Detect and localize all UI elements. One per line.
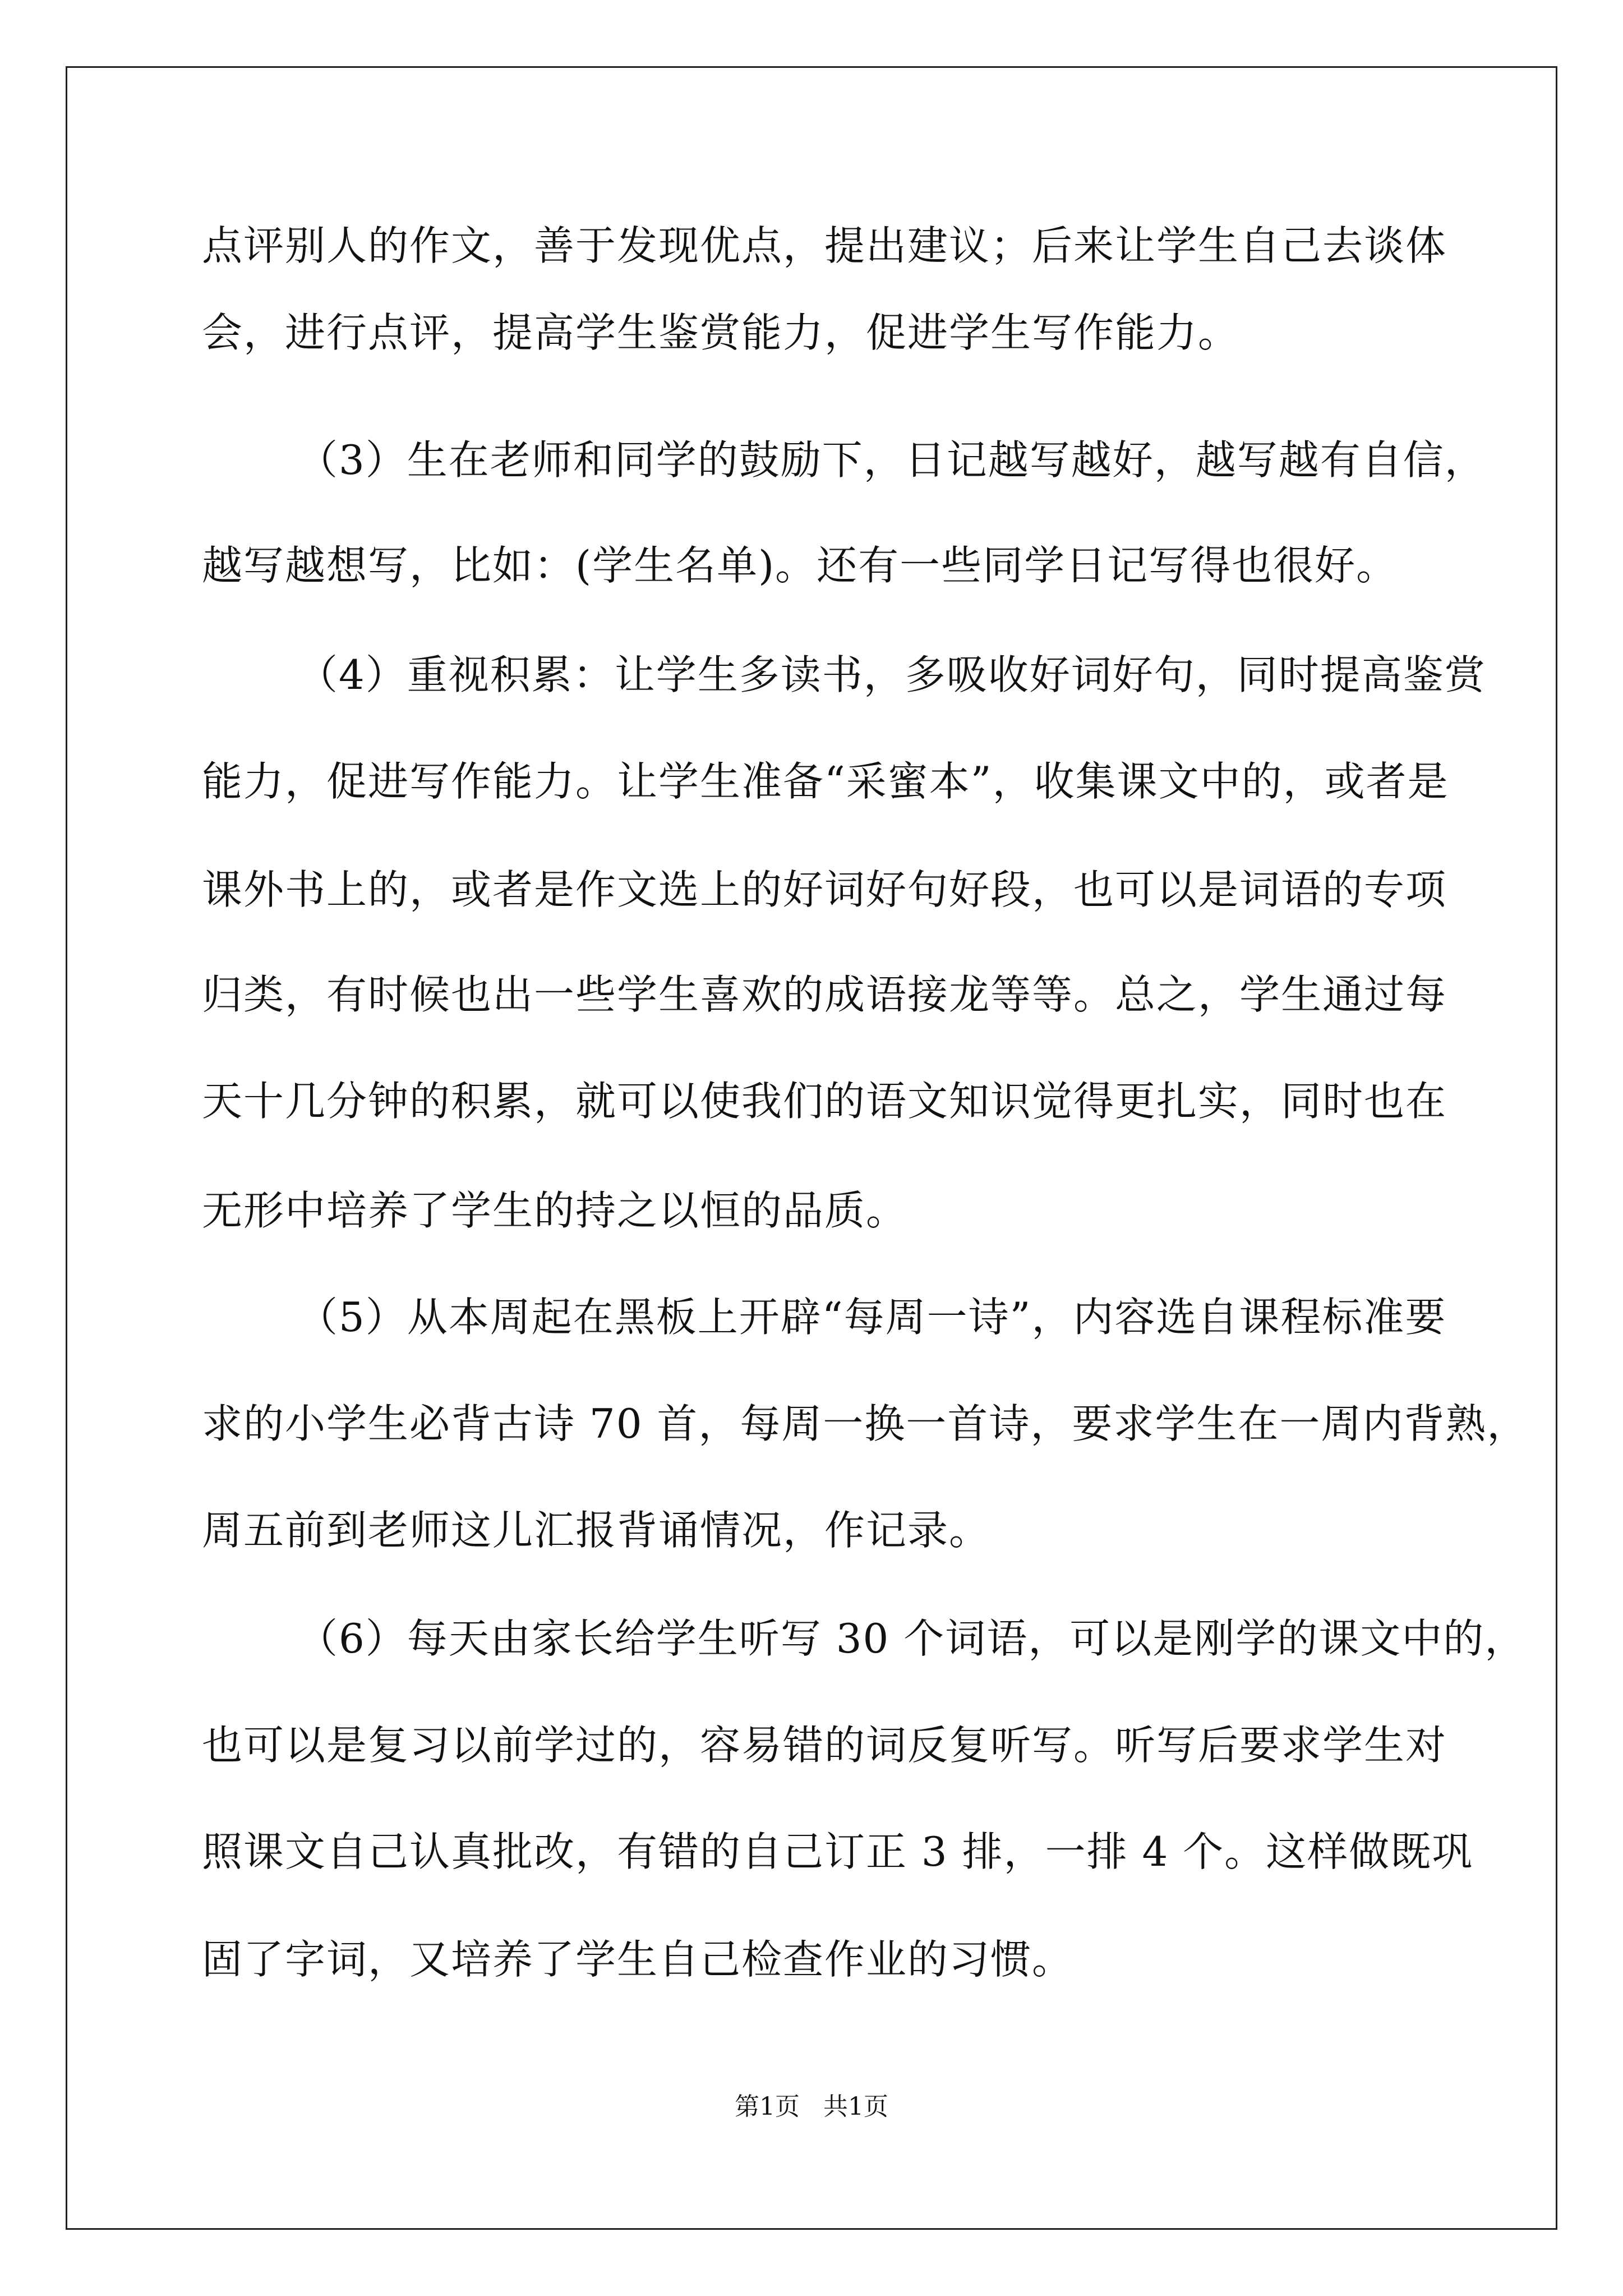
page-number-footer: 第1页 共1页 [735,2092,888,2121]
paragraph-line: 求的小学生必背古诗 70 首，每周一换一首诗，要求学生在一周内背熟， [202,1400,1529,1447]
paragraph-line: 周五前到老师这儿汇报背诵情况，作记录。 [202,1507,991,1554]
paragraph-line: 越写越想写，比如：(学生名单)。还有一些同学日记写得也很好。 [202,542,1398,589]
paragraph-line: （6）每天由家长给学生听写 30 个词语，可以是刚学的课文中的， [297,1615,1527,1662]
paragraph-line: 无形中培养了学生的持之以恒的品质。 [202,1187,908,1234]
paragraph-line: 固了字词，又培养了学生自己检查作业的习惯。 [202,1936,1074,1983]
paragraph-line: 点评别人的作文，善于发现优点，提出建议；后来让学生自己去谈体 [202,222,1447,269]
paragraph-line: 也可以是复习以前学过的，容易错的词反复听写。听写后要求学生对 [202,1722,1447,1769]
paragraph-line: （3）生在老师和同学的鼓励下，日记越写越好，越写越有自信， [297,436,1486,484]
paragraph-line: （5）从本周起在黑板上开辟“每周一诗”，内容选自课程标准要 [297,1294,1447,1341]
paragraph-line: 归类，有时候也出一些学生喜欢的成语接龙等等。总之，学生通过每 [202,971,1447,1018]
page-border [66,66,1557,2230]
paragraph-line: 照课文自己认真批改，有错的自己订正 3 排，一排 4 个。这样做既巩 [202,1828,1474,1875]
paragraph-line: 课外书上的，或者是作文选上的好词好句好段，也可以是词语的专项 [202,866,1447,913]
paragraph-line: 会，进行点评，提高学生鉴赏能力，促进学生写作能力。 [202,309,1240,356]
paragraph-line: 能力，促进写作能力。让学生准备“采蜜本”，收集课文中的，或者是 [202,758,1449,805]
paragraph-line: 天十几分钟的积累，就可以使我们的语文知识觉得更扎实，同时也在 [202,1078,1447,1125]
paragraph-line: （4）重视积累：让学生多读书，多吸收好词好句，同时提高鉴赏 [297,651,1486,698]
